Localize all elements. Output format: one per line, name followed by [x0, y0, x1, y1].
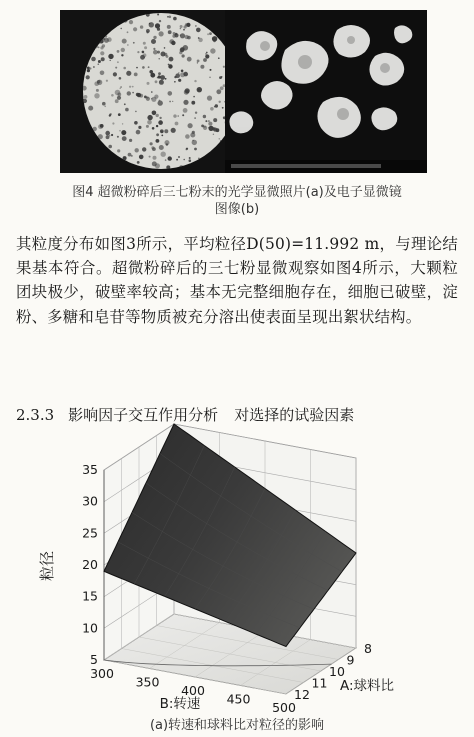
z-tick-label: 25: [82, 525, 98, 541]
x-tick-label: 500: [272, 700, 296, 715]
z-tick-label: 15: [82, 588, 98, 604]
x-axis-label: B:转速: [159, 696, 201, 712]
x-tick-label: 350: [135, 674, 160, 690]
y-tick-label: 11: [311, 675, 328, 691]
y-axis-label: A:球料比: [340, 678, 395, 694]
x-tick-label: 450: [226, 691, 251, 707]
electron-micrograph-b: [225, 10, 427, 173]
y-tick-label: 12: [294, 687, 310, 702]
figure-4-caption: [10, 184, 464, 218]
figure-4-caption-line1: 图4 超微粉碎后三七粉末的光学显微照片(a)及电子显微镜: [72, 185, 402, 200]
chart-caption: (a)转速和球料比对粒径的影响: [149, 718, 325, 733]
section-number: 2.3.3: [16, 406, 55, 424]
y-tick-label: 10: [329, 664, 345, 679]
section-heading: [16, 404, 466, 426]
z-tick-label: 10: [82, 620, 98, 636]
z-tick-label: 35: [82, 462, 98, 477]
y-tick-label: 8: [364, 641, 372, 656]
section-continuation-text: 对选择的试验因素: [234, 406, 355, 424]
y-tick-label: 9: [346, 652, 355, 668]
body-paragraph: 其粒度分布如图3所示，平均粒径D(50)=11.992 m，与理论结果基本符合。超微粉碎后的三七粉显微观察如图4所示，大颗粒团块极少，破壁率较高；基本无完整细胞存在，细胞已破壁，淀粉、多糖和皂苷等物质被充分溶出使表面呈现出絮状结构。: [16, 235, 458, 326]
z-tick-label: 30: [82, 493, 98, 509]
section-title: 影响因子交互作用分析: [68, 406, 219, 424]
x-tick-label: 300: [90, 666, 114, 681]
z-axis-label: 粒径: [38, 550, 56, 582]
x-tick-label: 400: [181, 683, 205, 698]
figure-4-caption-line2: 图像(b): [214, 202, 260, 217]
response-surface-chart: [38, 440, 420, 715]
z-tick-label: 20: [82, 557, 98, 572]
z-tick-label: 5: [90, 652, 98, 667]
